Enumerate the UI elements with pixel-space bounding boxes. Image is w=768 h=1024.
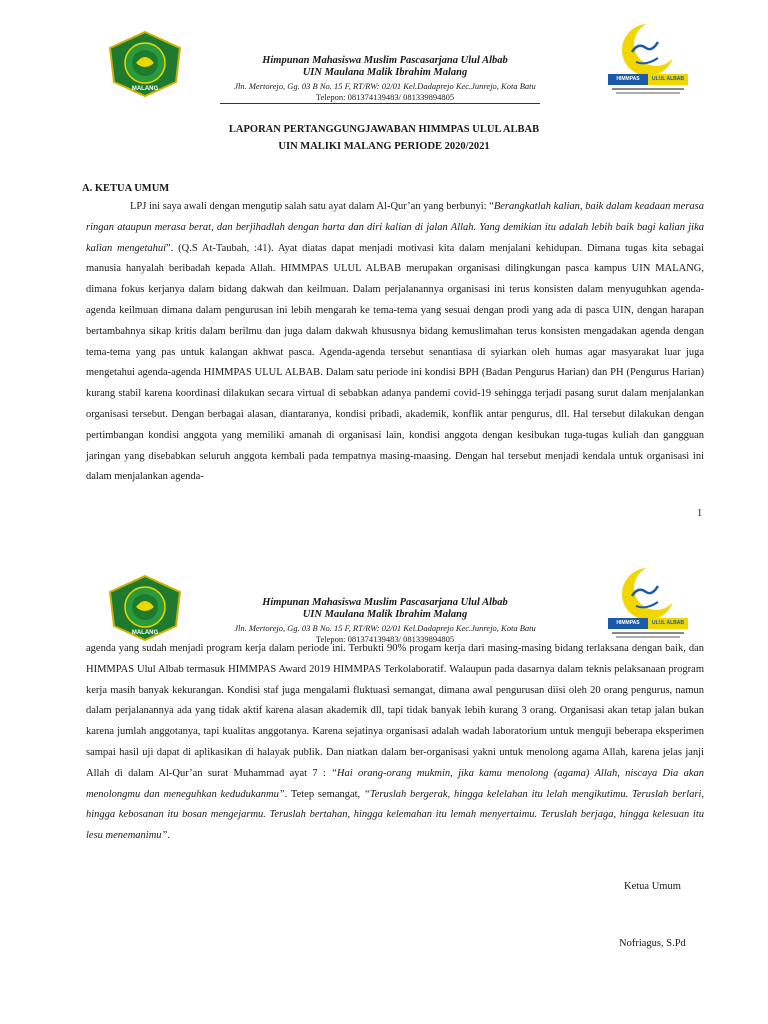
intro-text: LPJ ini saya awali dengan mengutip salah satu ayat dalam Al-Qur’an yang berbunyi: “ (130, 201, 494, 212)
org-name: Himpunan Mahasiswa Muslim Pascasarjana Ulul Albab (262, 597, 508, 608)
org-name: Himpunan Mahasiswa Muslim Pascasarjana Ulul Albab (262, 55, 508, 66)
himmpas-ribbon-right: ULUL ALBAB (648, 74, 688, 85)
page-1-body-text: ”. (Q.S At-Taubah, :41). Ayat diatas dapat menjadi motivasi kita dalam menjalani kehidupan. Dimana tugas kita sebagai manusia hanyalah beribadah kepada Allah. HIMMPAS ULUL ALBAB merupakan organisasi dilingkungan pasca kampus UIN MALANG, dimana fokus kerjanya dalam bidang dakwah dan keilmuan. Dalam perjalanannya organisasi ini terus konsisten dalam menyuguhkan agenda-agenda keilmuan dimana dalam pengurusan ini lebih mengarah ke tema-tema yang sesuai dengan prodi yang ada di pasca UIN, dengan harapan bertambahnya sikap kritis dalam berilmu dan juga dalam dakwah khususnya bidang kemuslimahan terus konsisten mengadakan agenda dengan tema-tema yang pas untuk kalangan akhwat pasca. Agenda-agenda tersebut senantiasa di syiarkan oleh humas agar masyarakat luar juga mengetahui agenda-agenda HIMMPAS ULUL ALBAB. Dalam satu periode ini kondisi BPH (Badan Pengurus Harian) dan PH (Pengurus Harian) kurang stabil karena koordinasi dilakukan secara virtual di sebabkan adanya pandemi covid-19 sehingga terjadi pasang surut dalam menjalankan organisasi tersebut. Dengan berbagai alasan, diantaranya, kondisi pribadi, akademik, konflik antar pengurus, dll. Hal tersebut dilakukan dengan pertimbangan kondisi anggota yang memiliki amanah di organisasi lain, kondisi anggota dengan kesibukan tuga-tugas kuliah dan gangguan jaringan yang disebabkan seluruh anggota kembali pada tempatnya masing-maasing. Dengan hal tersebut menjadi kendala untuk organisasi ini dalam menjalankan agenda- (86, 242, 704, 483)
report-title-line-2: UIN MALIKI MALANG PERIODE 2020/2021 (278, 141, 490, 152)
page-1-body (86, 197, 704, 488)
quran-quote-at-taubah: Berangkatlah kalian, baik dalam keadaan merasa ringan ataupun merasa berat, dan berjihadlah dengan harta dan diri kalian di jalan Allah. Yang demikian itu adalah lebih baik bagi kalian jika kalian mengetahui (86, 201, 704, 254)
himmpas-logo (604, 22, 692, 108)
motivational-quote: “Teruslah bergerak, hingga kelelahan itu lelah mengikutimu. Teruslah berlari, hingga kebosanan itu bosan mengejarmu. Teruslah bertahan, hingga kelemahan itu lemah menyertaimu. Teruslah berjaga, hingga kelesuan itu lesu menemanimu” (86, 788, 704, 842)
phone: Telepon: 081374139483/ 081339894805 (315, 92, 455, 102)
himmpas-ribbon-left: HIMMPAS (616, 76, 640, 82)
page-2-body-text: agenda yang sudah menjadi program kerja dalam periode ini. Terbukti 90% progam kerja dari masing-masing bidang terlaksana dengan baik, dan HIMMPAS Ulul Albab termasuk HIMMPAS Award 2019 HIMMPAS Terkolaboratif. Walaupun pada dasarnya dalam teknis pelaksanaan program kerja masih banyak kekurangan. Kondisi staf juga mengalami fluktuasi semangat, dimana awal pengurusan diisi oleh 20 orang pengurus, namun dalam perjalanannya ada yang tidak aktif karena alasan akademik dll, tapi tidak banyak lebih kurang 3 orang. Organisasi akan tetap jalan bukan karena jumlah anggotanya, tapi kualitas anggotanya. Karena sejatinya organisasi adalah wadah laboratorium untuk menguji beberapa eksperimen sampai hasil uji dapat di aplikasikan di halayak publik. Dan niatkan dalam ber-organisasi yakni untuk menolong agama Allah, karena jelas janji Allah di dalam Al-Qur’an surat Muhammad ayat 7 : (86, 643, 704, 779)
himmpas-crescent-icon (604, 566, 692, 620)
university-name: UIN Maulana Malik Ibrahim Malang (302, 609, 468, 620)
signature-name: Nofriagus, S.Pd (619, 938, 686, 949)
svg-text:MALANG: MALANG (131, 630, 159, 636)
address: Jln. Mertorejo, Gg. 03 B No. 15 F, RT/RW: 02/01 Kel.Dadaprejo Kec.Junrejo, Kota Batu (234, 81, 536, 91)
himmpas-ribbon-left: HIMMPAS (616, 620, 640, 626)
section-heading: A. KETUA UMUM (82, 183, 170, 194)
svg-text:MALANG: MALANG (131, 86, 159, 92)
page-number: 1 (697, 508, 703, 519)
phone: Telepon: 081374139483/ 081339894805 (315, 634, 455, 644)
university-name: UIN Maulana Malik Ibrahim Malang (302, 67, 468, 78)
page-2-end-text: . (167, 830, 170, 842)
signature-role: Ketua Umum (624, 881, 681, 892)
header-divider (220, 103, 540, 104)
report-title-line-1: LAPORAN PERTANGGUNGJAWABAN HIMMPAS ULUL ALBAB (228, 124, 540, 135)
quran-quote-muhammad: “Hai orang-orang mukmin, jika kamu menolong (agama) Allah, niscaya Dia akan menolongmu dan meneguhkan kedudukanmu” (86, 767, 704, 800)
himmpas-ribbon-right: ULUL ALBAB (648, 618, 688, 629)
page-2-middle-text: . Tetep semangat, (284, 788, 365, 800)
address: Jln. Mertorejo, Gg. 03 B No. 15 F, RT/RW: 02/01 Kel.Dadaprejo Kec.Junrejo, Kota Batu (234, 623, 536, 633)
page-2-body (86, 639, 704, 847)
himmpas-crescent-icon (604, 22, 692, 76)
